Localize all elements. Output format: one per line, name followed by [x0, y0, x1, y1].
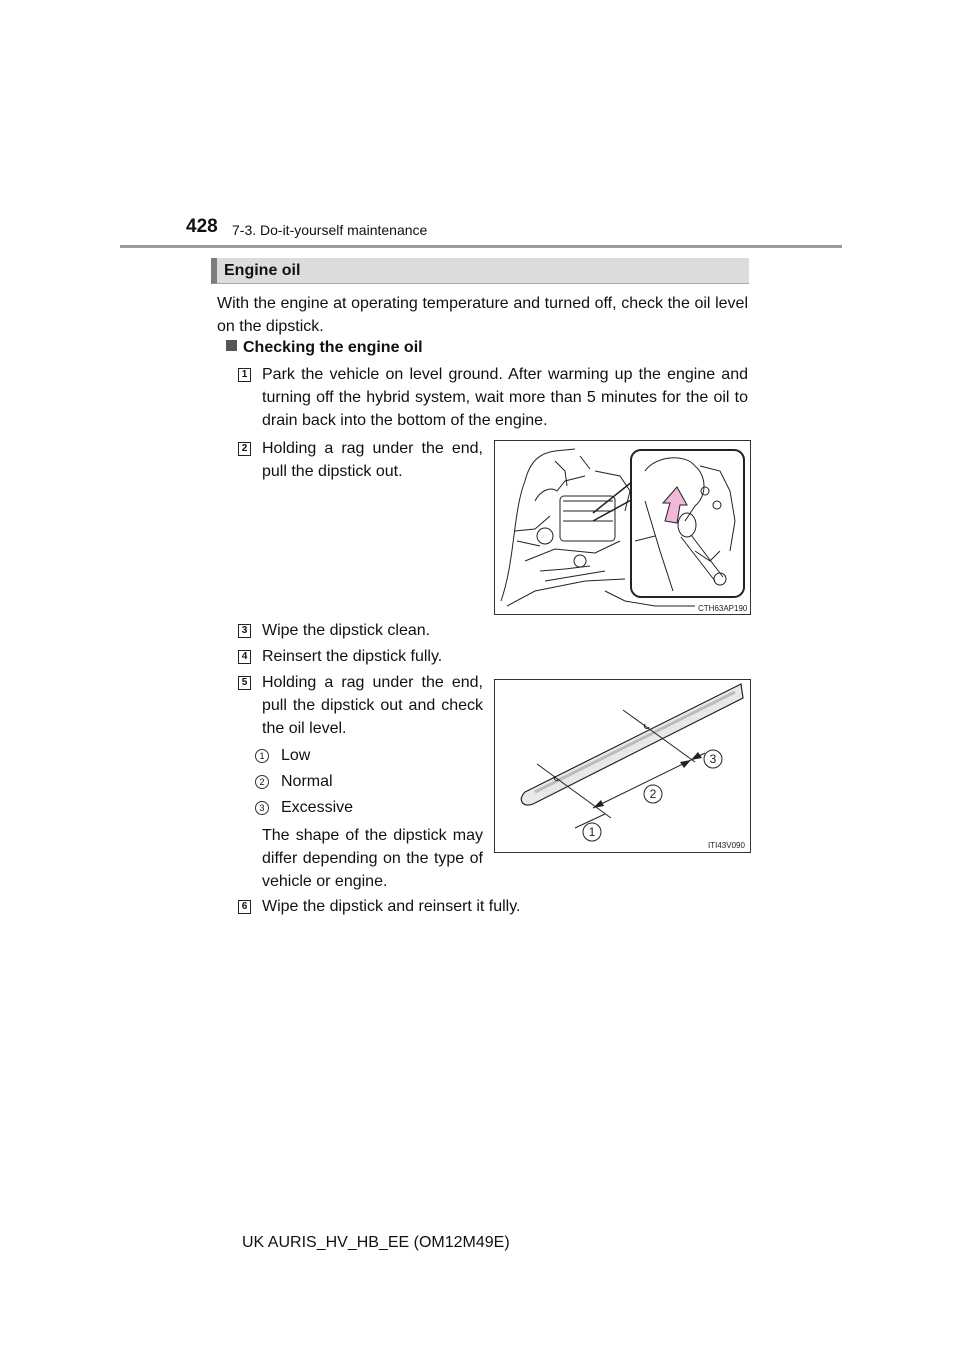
engine-illustration [495, 441, 750, 614]
level-number: 1 [255, 749, 269, 763]
callout-2: 2 [649, 787, 657, 801]
figure-code: CTH63AP190 [698, 604, 748, 613]
level-label: Normal [281, 773, 333, 790]
level-number: 2 [255, 775, 269, 789]
step-number-badge: 1 [238, 368, 251, 382]
footer-model-code: UK AURIS_HV_HB_EE (OM12M49E) [242, 1234, 510, 1251]
step-number-badge: 4 [238, 650, 251, 664]
engine-bay-figure [494, 440, 751, 615]
dipstick-note: The shape of the dipstick may differ depending on the type of vehicle or engine. [262, 827, 483, 890]
intro-paragraph: With the engine at operating temperature and turned off, check the oil level on the dipstick. [217, 295, 748, 335]
subheading-text: Checking the engine oil [243, 339, 423, 356]
step-number-badge: 5 [238, 676, 251, 690]
step-text: Holding a rag under the end, pull the dipstick out and check the oil level. [262, 674, 483, 737]
dipstick-figure [494, 679, 751, 853]
step-number-badge: 3 [238, 624, 251, 638]
callout-1: 1 [588, 825, 596, 839]
step-text: Wipe the dipstick and reinsert it fully. [262, 898, 521, 915]
chapter-title: 7-3. Do-it-yourself maintenance [232, 222, 428, 238]
step-text: Reinsert the dipstick fully. [262, 648, 443, 665]
figure-code: ITI43V090 [708, 841, 745, 850]
level-number: 3 [255, 801, 269, 815]
level-label: Excessive [281, 799, 354, 816]
step-number-badge: 2 [238, 442, 251, 456]
square-bullet-icon [226, 340, 237, 351]
dipstick-illustration [495, 680, 750, 852]
section-title: Engine oil [224, 262, 301, 279]
page-number: 428 [186, 216, 218, 237]
subheading [226, 339, 423, 357]
step-text: Wipe the dipstick clean. [262, 622, 431, 639]
callout-3: 3 [709, 752, 717, 766]
level-label: Low [281, 747, 311, 764]
step-text: Park the vehicle on level ground. After warming up the engine and turning off the hybrid system, wait more than 5 minutes for the oil to drain back into the bottom of the engine. [262, 366, 748, 429]
step-number-badge: 6 [238, 900, 251, 914]
step-text: Holding a rag under the end, pull the dipstick out. [262, 440, 483, 480]
header-divider [120, 245, 842, 248]
